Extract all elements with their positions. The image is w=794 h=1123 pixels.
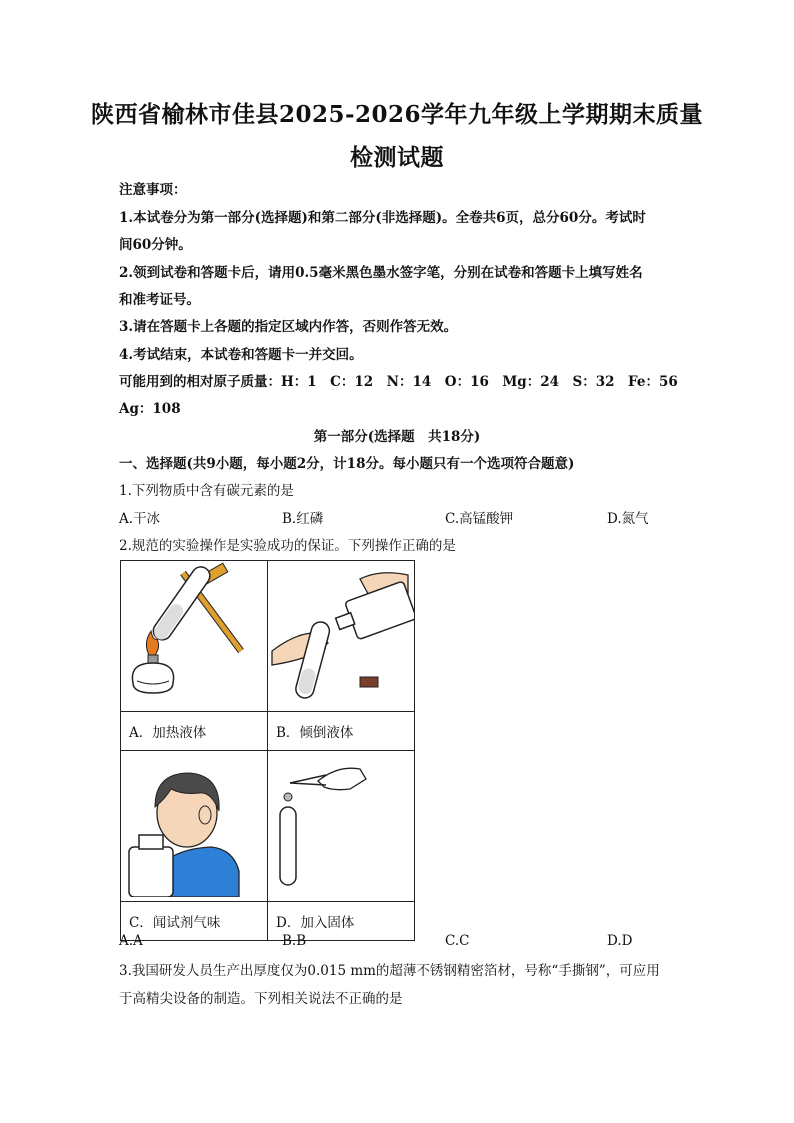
note-2b: 和准考证号。 [119, 292, 200, 308]
caption-c: C．闻试剂气味 [121, 902, 268, 941]
q1-option-a: A.干冰 [119, 511, 161, 527]
figure-pouring-liquid [268, 561, 415, 712]
q1-option-c: C.高锰酸钾 [445, 511, 514, 527]
figure-adding-solid [268, 751, 415, 902]
page-title-line1: 陕西省榆林市佳县2025-2026学年九年级上学期期末质量 [90, 101, 704, 128]
note-4: 4.考试结束，本试卷和答题卡一并交回。 [119, 347, 363, 363]
tweezers-adding-solid-icon [268, 751, 414, 897]
caption-a: A．加热液体 [121, 712, 268, 751]
section-heading: 一、选择题(共9小题，每小题2分，计18分。每小题只有一个选项符合题意) [119, 456, 575, 472]
note-1b: 间60分钟。 [119, 237, 192, 253]
figure-smelling-reagent [121, 751, 268, 902]
q1-stem: 1.下列物质中含有碳元素的是 [119, 483, 294, 499]
caption-b: B．倾倒液体 [268, 712, 415, 751]
part1-heading: 第一部分(选择题 共18分) [313, 429, 481, 445]
atomic-masses-a: 可能用到的相对原子质量：H：1 C：12 N：14 O：16 Mg：24 S：32 Fe：56 [119, 374, 678, 390]
q2-option-a: A.A [119, 933, 143, 949]
alcohol-lamp-heating-icon [121, 561, 267, 707]
q2-stem: 2.规范的实验操作是实验成功的保证。下列操作正确的是 [119, 538, 456, 554]
q3-stem-a: 3.我国研发人员生产出厚度仅为0.015 mm的超薄不锈钢精密箔材，号称“手撕钢”，可应用 [119, 963, 660, 979]
note-2a: 2.领到试卷和答题卡后，请用0.5毫米黑色墨水签字笔，分别在试卷和答题卡上填写姓名 [119, 265, 643, 281]
q2-option-c: C.C [445, 933, 470, 949]
notes-heading: 注意事项： [119, 182, 187, 198]
note-3: 3.请在答题卡上各题的指定区域内作答，否则作答无效。 [119, 319, 458, 335]
figure-heating-liquid [121, 561, 268, 712]
note-1a: 1.本试卷分为第一部分(选择题)和第二部分(非选择题)。全卷共6页，总分60分。考试时 [119, 210, 646, 226]
q3-stem-b: 于高精尖设备的制造。下列相关说法不正确的是 [119, 991, 403, 1007]
q1-option-d: D.氮气 [607, 511, 649, 527]
q2-figure-table [120, 560, 415, 941]
caption-d: D．加入固体 [268, 902, 415, 941]
boy-smelling-icon [121, 751, 267, 897]
q1-option-b: B.红磷 [282, 511, 324, 527]
pouring-liquid-icon [268, 561, 414, 707]
q2-option-d: D.D [607, 933, 633, 949]
atomic-masses-b: Ag：108 [119, 401, 181, 417]
page-title-line2: 检测试题 [350, 144, 444, 171]
q2-option-b: B.B [282, 933, 307, 949]
